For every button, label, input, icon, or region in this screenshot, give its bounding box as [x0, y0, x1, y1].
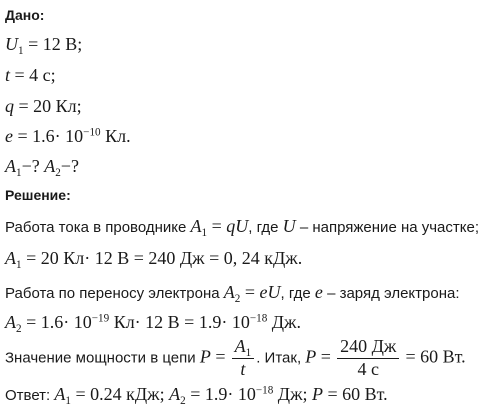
given-time: t = 4 с; [5, 65, 56, 85]
given-heading: Дано: [5, 7, 45, 23]
electron-work-definition: Работа по переносу электрона $A_2$ = eU, где e – заряд электрона: [5, 282, 460, 305]
work-calculation: $A_1 = 20$ Кл· 12 В = 240 Дж = 0, 24 кДж. [5, 248, 303, 271]
work-definition: Работа тока в проводнике $A_1$ = qU, где U – напряжение на участке; [5, 216, 480, 239]
electron-work-calculation: $A_2 = 1.6\cdot 10^{-19}$ Кл· 12 $В = 1.9\cdot 10^{-18}$ Дж. [5, 312, 301, 335]
given-voltage: $U_1 = 12$ В; [5, 34, 83, 57]
power-formula: Значение мощности в цепи P = $\frac{A_1}{t}$ . Итак, P = $\frac{240 Дж}{4 с}$ = 60 Вт. [5, 336, 466, 379]
given-unknowns: $A_1-$? $A_2-$? [5, 156, 79, 179]
given-electron-charge: $e = 1.6\cdot 10^{-10}$ Кл. [5, 126, 131, 146]
given-charge: q = 20 Кл; [5, 96, 82, 116]
power-fraction: $\frac{A_1}{t}$ [232, 337, 255, 380]
power-value-fraction: $\frac{240 Дж}{4 с}$ [337, 337, 399, 380]
solution-heading: Решение: [5, 187, 71, 203]
answer-line: Ответ: $A_1 = 0.24$ кДж; $A_2 = 1.9\cdot 10^{-18}$ Дж; P = 60 Вт. [5, 384, 388, 407]
